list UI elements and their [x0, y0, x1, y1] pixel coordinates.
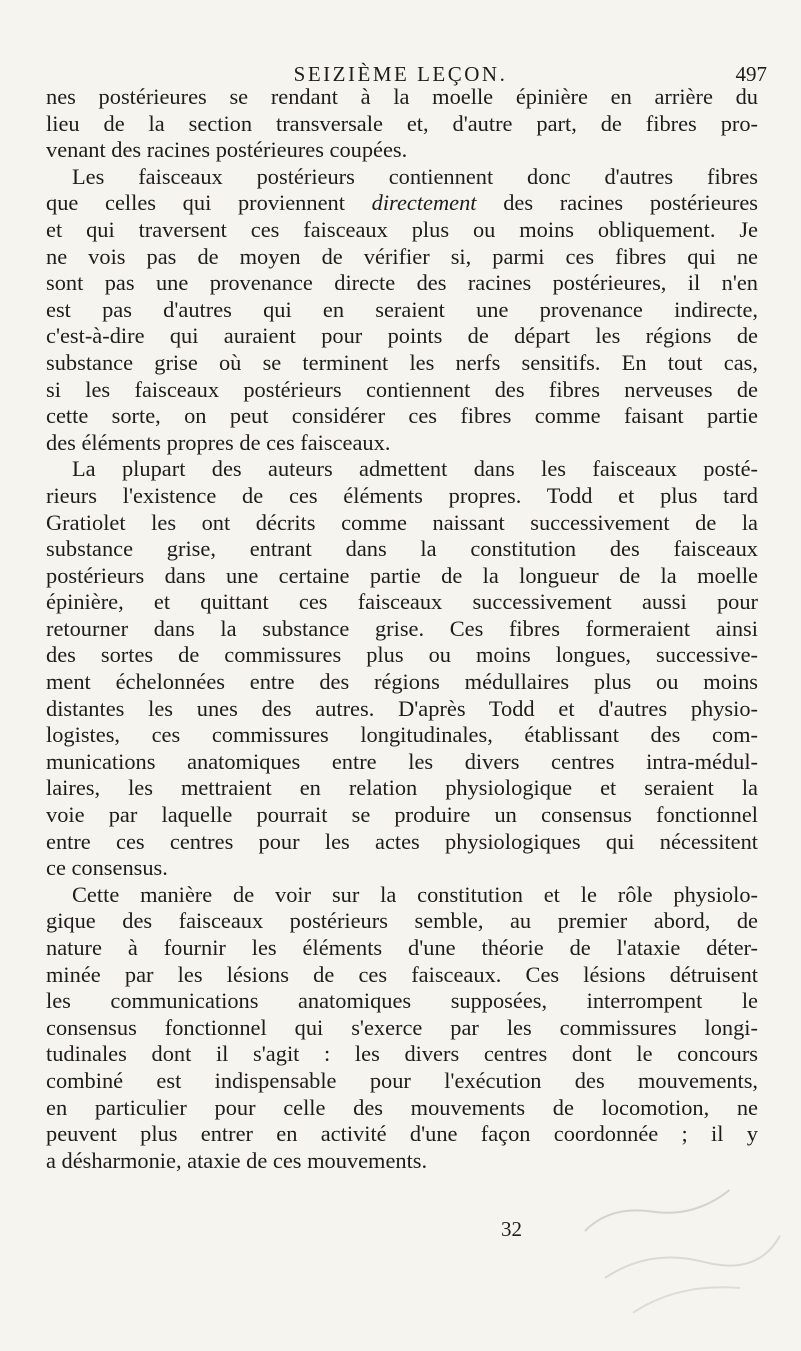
text-line: [46, 190, 758, 217]
text-line: les communications anatomiques supposées, interrompent le: [46, 988, 758, 1014]
text-span: des racines postérieures: [503, 190, 759, 216]
text-line: venant des racines postérieures coupées.: [46, 137, 408, 163]
text-line: épinière, et quittant ces faisceaux successivement aussi pour: [46, 589, 758, 615]
text-line: entre ces centres pour les actes physiologiques qui nécessitent: [46, 828, 758, 854]
text-line: substance grise, entrant dans la constitution des faisceaux: [46, 536, 758, 562]
page-number: 497: [735, 62, 767, 86]
text-line: ce consensus.: [46, 855, 168, 881]
text-line: postérieurs dans une certaine partie de la longueur de la moelle: [46, 562, 758, 588]
text-line: des éléments propres de ces faisceaux.: [46, 429, 391, 455]
text-line: Les faisceaux postérieurs contiennent donc d'autres fibres: [72, 163, 758, 189]
text-line: est pas d'autres qui en seraient une provenance indirecte,: [46, 296, 758, 322]
text-line: La plupart des auteurs admettent dans les faisceaux posté-: [72, 456, 758, 482]
text-line: consensus fonctionnel qui s'exerce par les commissures longi-: [46, 1014, 758, 1040]
text-line: Cette manière de voir sur la constitution et le rôle physiolo-: [72, 881, 758, 907]
italic-emphasis: directement: [371, 190, 477, 216]
text-line: retourner dans la substance grise. Ces fibres formeraient ainsi: [46, 615, 758, 641]
text-line: ment échelonnées entre des régions médullaires plus ou moins: [46, 669, 758, 695]
text-line: laires, les mettraient en relation physiologique et seraient la: [46, 775, 758, 801]
library-stamp-icon: [567, 1149, 801, 1340]
text-line: Gratiolet les ont décrits comme naissant successivement de la: [46, 509, 758, 535]
text-line: des sortes de commissures plus ou moins longues, successive-: [46, 642, 758, 668]
text-line: distantes les unes des autres. D'après Todd et d'autres physio-: [46, 695, 758, 721]
text-line: c'est-à-dire qui auraient pour points de départ les régions de: [46, 323, 758, 349]
text-line: lieu de la section transversale et, d'autre part, de fibres pro-: [46, 110, 758, 136]
body-text: [46, 84, 758, 1174]
text-line: nature à fournir les éléments d'une théorie de l'ataxie déter-: [46, 935, 758, 960]
text-line: ne vois pas de moyen de vérifier si, parmi ces fibres qui ne: [46, 243, 758, 269]
text-line: logistes, ces commissures longitudinales, établissant des com-: [46, 722, 758, 748]
text-line: a désharmonie, ataxie de ces mouvements.: [46, 1147, 428, 1173]
text-line: combiné est indispensable pour l'exécution des mouvements,: [46, 1067, 758, 1093]
text-line: cette sorte, on peut considérer ces fibres comme faisant partie: [46, 403, 758, 429]
text-line: minée par les lésions de ces faisceaux. Ces lésions détruisent: [46, 961, 758, 987]
text-line: munications anatomiques entre les divers centres intra-médul-: [46, 748, 758, 774]
text-line: substance grise où se terminent les nerfs sensitifs. En tout cas,: [46, 349, 758, 375]
text-line: tudinales dont il s'agit : les divers centres dont le concours: [46, 1041, 758, 1067]
text-line: et qui traversent ces faisceaux plus ou moins obliquement. Je: [46, 216, 758, 242]
text-line: en particulier pour celle des mouvements de locomotion, ne: [46, 1094, 758, 1120]
text-span: que celles qui proviennent: [46, 190, 345, 216]
text-line: gique des faisceaux postérieurs semble, au premier abord, de: [46, 908, 758, 934]
text-line: nes postérieures se rendant à la moelle épinière en arrière du: [46, 84, 758, 109]
text-line: voie par laquelle pourrait se produire un consensus fonctionnel: [46, 802, 758, 828]
text-line: rieurs l'existence de ces éléments propres. Todd et plus tard: [46, 482, 758, 508]
signature-mark: 32: [501, 1217, 522, 1241]
text-line: sont pas une provenance directe des racines postérieures, il n'en: [46, 270, 758, 296]
text-line: peuvent plus entrer en activité d'une façon coordonnée ; il y: [46, 1121, 758, 1147]
chapter-title: SEIZIÈME LEÇON.: [293, 62, 508, 86]
text-line: si les faisceaux postérieurs contiennent des fibres nerveuses de: [46, 376, 758, 402]
